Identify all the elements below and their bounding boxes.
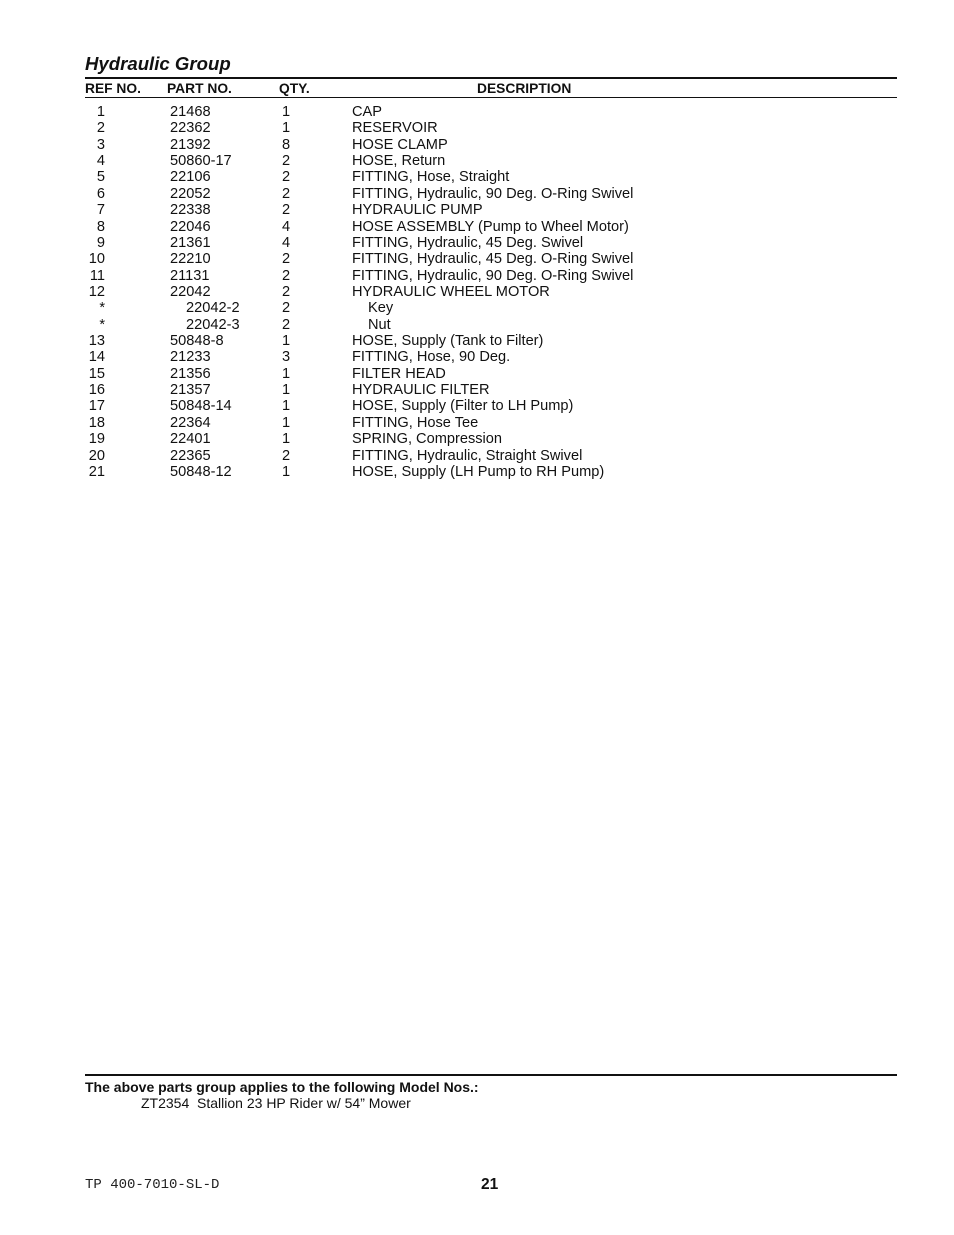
ref-no-cell: 11 (89, 267, 105, 284)
table-row (0, 202, 954, 218)
applies-to-note: The above parts group applies to the following Model Nos.: (85, 1079, 479, 1095)
qty-cell: 2 (282, 169, 291, 186)
qty-cell: 2 (282, 316, 291, 333)
ref-no-cell: 2 (96, 120, 105, 137)
description-cell: FITTING, Hydraulic, 90 Deg. O-Ring Swivel (352, 185, 634, 202)
ref-no-cell: 17 (88, 398, 105, 415)
document-id: TP 400-7010-SL-D (85, 1177, 220, 1193)
ref-no-cell: 3 (96, 136, 105, 153)
table-row (0, 169, 954, 185)
qty-cell: 1 (282, 382, 291, 399)
part-no-cell: 21357 (170, 382, 211, 399)
description-cell: CAP (352, 104, 383, 120)
part-no-cell: 50848-12 (170, 463, 232, 480)
part-no-cell: 22364 (170, 414, 211, 431)
ref-no-cell: 20 (88, 447, 105, 464)
title-rule (85, 77, 897, 79)
qty-cell: 2 (282, 153, 291, 170)
table-row (0, 382, 954, 398)
part-no-cell: 22042-3 (186, 316, 240, 333)
table-row (0, 333, 954, 349)
qty-cell: 2 (282, 300, 291, 317)
parts-table-body (0, 104, 954, 480)
part-no-cell: 22052 (170, 185, 211, 202)
ref-no-cell: 18 (88, 414, 105, 431)
qty-cell: 2 (282, 251, 291, 268)
qty-cell: 1 (282, 463, 291, 480)
table-row (0, 251, 954, 267)
description-cell: FITTING, Hydraulic, Straight Swivel (352, 447, 583, 464)
description-cell: HOSE, Supply (LH Pump to RH Pump) (352, 463, 605, 480)
description-cell: HOSE CLAMP (352, 136, 448, 153)
part-no-cell: 50848-14 (170, 398, 232, 415)
model-description: Stallion 23 HP Rider w/ 54” Mower (197, 1095, 411, 1111)
column-header-ref-no: REF NO. (85, 81, 141, 96)
part-no-cell: 22046 (170, 218, 211, 235)
qty-cell: 1 (282, 365, 291, 382)
table-row (0, 268, 954, 284)
table-row (0, 104, 954, 120)
table-row (0, 186, 954, 202)
header-rule (85, 97, 897, 98)
table-row (0, 464, 954, 480)
ref-no-cell: * (99, 316, 105, 333)
part-no-cell: 22042-2 (186, 300, 240, 317)
description-cell: FITTING, Hydraulic, 90 Deg. O-Ring Swivel (352, 267, 634, 284)
description-cell: HOSE, Supply (Tank to Filter) (352, 333, 544, 350)
description-cell: FITTING, Hydraulic, 45 Deg. Swivel (352, 234, 584, 251)
ref-no-cell: 9 (96, 234, 105, 251)
description-cell: FITTING, Hose, 90 Deg. (352, 349, 511, 366)
description-cell: HYDRAULIC PUMP (352, 202, 483, 219)
description-cell: Nut (368, 316, 391, 333)
qty-cell: 1 (282, 398, 291, 415)
description-cell: HOSE, Return (352, 153, 446, 170)
description-cell: FITTING, Hydraulic, 45 Deg. O-Ring Swivel (352, 251, 634, 268)
qty-cell: 2 (282, 185, 291, 202)
column-header-qty: QTY. (279, 81, 310, 96)
part-no-cell: 21356 (170, 365, 211, 382)
part-no-cell: 50860-17 (170, 153, 232, 170)
table-row (0, 120, 954, 136)
description-cell: FITTING, Hose, Straight (352, 169, 510, 186)
part-no-cell: 22106 (170, 169, 211, 186)
table-subrow (0, 317, 954, 333)
page-number: 21 (481, 1175, 499, 1193)
ref-no-cell: 7 (96, 202, 105, 219)
description-cell: RESERVOIR (352, 120, 438, 137)
ref-no-cell: 1 (96, 104, 105, 120)
ref-no-cell: 21 (88, 463, 105, 480)
part-no-cell: 22338 (170, 202, 211, 219)
description-cell: Key (368, 300, 394, 317)
model-number: ZT2354 (141, 1095, 190, 1111)
description-cell: HYDRAULIC WHEEL MOTOR (352, 283, 550, 300)
ref-no-cell: 15 (88, 365, 105, 382)
table-subrow (0, 300, 954, 316)
table-row (0, 431, 954, 447)
table-row (0, 137, 954, 153)
table-row (0, 398, 954, 414)
part-no-cell: 22401 (170, 431, 211, 448)
ref-no-cell: 16 (88, 382, 105, 399)
description-cell: HYDRAULIC FILTER (352, 382, 490, 399)
qty-cell: 8 (282, 136, 291, 153)
table-row (0, 448, 954, 464)
ref-no-cell: 10 (88, 251, 105, 268)
section-title: Hydraulic Group (85, 52, 231, 74)
ref-no-cell: 12 (88, 283, 105, 300)
table-row (0, 284, 954, 300)
qty-cell: 3 (282, 349, 291, 366)
ref-no-cell: 13 (88, 333, 105, 350)
qty-cell: 2 (282, 283, 291, 300)
ref-no-cell: 19 (88, 431, 105, 448)
table-row (0, 153, 954, 169)
qty-cell: 4 (282, 218, 291, 235)
part-no-cell: 50848-8 (170, 333, 224, 350)
table-row (0, 235, 954, 251)
description-cell: HOSE ASSEMBLY (Pump to Wheel Motor) (352, 218, 629, 235)
ref-no-cell: * (99, 300, 105, 317)
ref-no-cell: 5 (96, 169, 105, 186)
column-header-part-no: PART NO. (167, 81, 232, 96)
qty-cell: 2 (282, 267, 291, 284)
ref-no-cell: 14 (88, 349, 105, 366)
qty-cell: 1 (282, 120, 291, 137)
ref-no-cell: 4 (96, 153, 105, 170)
ref-no-cell: 6 (96, 185, 105, 202)
table-row (0, 415, 954, 431)
part-no-cell: 22365 (170, 447, 211, 464)
qty-cell: 2 (282, 447, 291, 464)
qty-cell: 1 (282, 431, 291, 448)
table-row (0, 219, 954, 235)
part-no-cell: 22042 (170, 283, 211, 300)
qty-cell: 2 (282, 202, 291, 219)
part-no-cell: 21233 (170, 349, 211, 366)
part-no-cell: 22362 (170, 120, 211, 137)
part-no-cell: 21392 (170, 136, 211, 153)
footer-rule (85, 1074, 897, 1076)
part-no-cell: 21468 (170, 104, 211, 120)
qty-cell: 1 (282, 414, 291, 431)
description-cell: SPRING, Compression (352, 431, 503, 448)
description-cell: FITTING, Hose Tee (352, 414, 479, 431)
ref-no-cell: 8 (96, 218, 105, 235)
table-row (0, 366, 954, 382)
description-cell: HOSE, Supply (Filter to LH Pump) (352, 398, 574, 415)
column-header-description: DESCRIPTION (477, 81, 572, 96)
qty-cell: 1 (282, 104, 291, 120)
qty-cell: 1 (282, 333, 291, 350)
part-no-cell: 21131 (170, 267, 210, 284)
part-no-cell: 22210 (170, 251, 211, 268)
part-no-cell: 21361 (170, 234, 211, 251)
table-row (0, 349, 954, 365)
qty-cell: 4 (282, 234, 291, 251)
model-list-item (141, 1095, 411, 1111)
description-cell: FILTER HEAD (352, 365, 446, 382)
